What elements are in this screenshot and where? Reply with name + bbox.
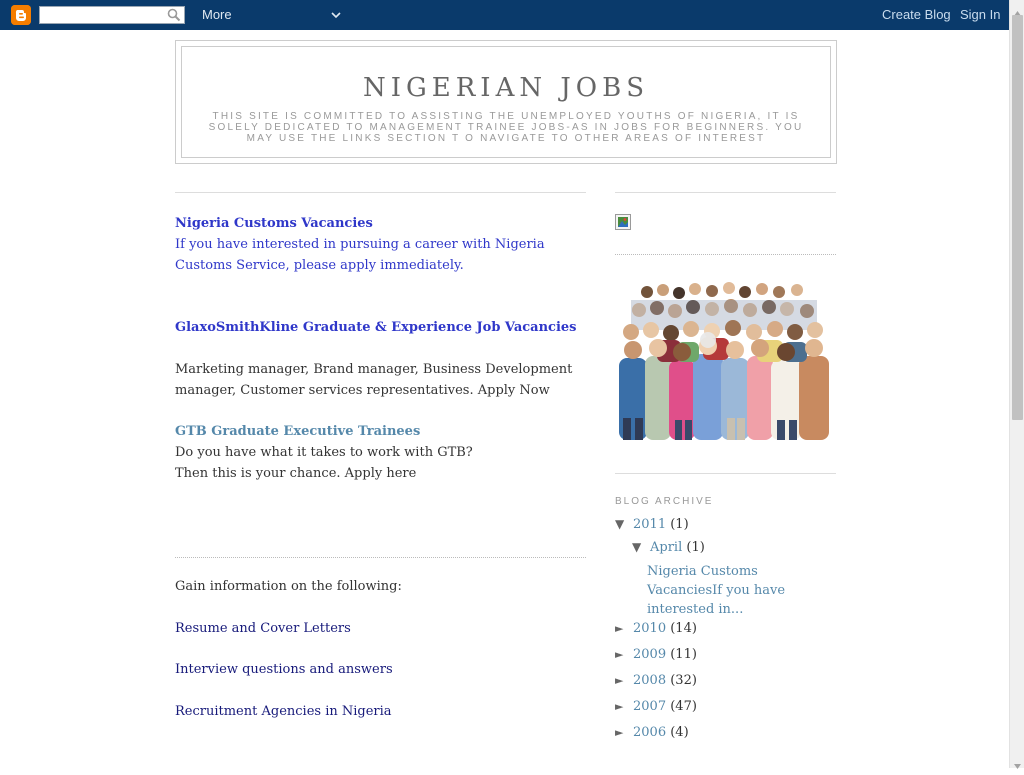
archive-month-april (632, 540, 705, 555)
archive-year-2006 (615, 725, 689, 740)
chevron-down-icon[interactable] (330, 8, 342, 20)
navbar-search-box[interactable] (39, 6, 185, 24)
archive-toggle-2006[interactable]: ► (615, 726, 624, 739)
more-menu-label[interactable]: More (202, 7, 232, 22)
search-icon[interactable] (167, 8, 181, 22)
archive-count-2009: (11) (670, 647, 697, 662)
archive-count-2007: (47) (670, 699, 697, 714)
archive-year-link-2010[interactable]: 2010 (633, 621, 667, 636)
divider (175, 192, 586, 193)
archive-count-2006: (4) (670, 725, 689, 740)
sidebar-dotted-divider (615, 254, 836, 255)
post-body (175, 213, 586, 484)
archive-toggle-2011[interactable]: ▼ (615, 517, 625, 531)
archive-toggle-2010[interactable]: ► (615, 622, 624, 635)
archive-year-link-2006[interactable]: 2006 (633, 725, 667, 740)
archive-year-link-2009[interactable]: 2009 (633, 647, 667, 662)
sidebar (615, 192, 836, 740)
blog-title[interactable]: NIGERIAN JOBS (362, 73, 650, 103)
post-gtb-line2[interactable]: Then this is your chance. Apply here (175, 466, 417, 481)
archive-count-2008: (32) (670, 673, 697, 688)
sign-in-link[interactable]: Sign In (960, 7, 1001, 22)
info-intro: Gain information on the following: (175, 579, 402, 594)
archive-year-2007 (615, 699, 697, 714)
archive-toggle-2009[interactable]: ► (615, 648, 624, 661)
main-column (175, 192, 586, 722)
blog-header-inner (181, 46, 831, 158)
link-interview-questions[interactable]: Interview questions and answers (175, 662, 393, 677)
archive-month-link-april[interactable]: April (650, 540, 683, 555)
archive-toggle-2007[interactable]: ► (615, 700, 624, 713)
blog-description: THIS SITE IS COMMITTED TO ASSISTING THE UNEMPLOYED YOUTHS OF NIGERIA, IT IS SOLELY DEDICATED TO MANAGEMENT TRAINEE JOBS-AS IN JOBS FOR BEGINNERS. YOU MAY USE THE LINKS SECTION T O NAVIGATE TO OTHER AREAS OF INTEREST (208, 111, 804, 144)
archive-year-link-2011[interactable]: 2011 (633, 517, 667, 532)
archive-count-2011: (1) (670, 517, 689, 532)
post-gsk-body: Marketing manager, Brand manager, Business Development manager, Customer services representatives. Apply Now (175, 362, 573, 398)
scrollbar-thumb[interactable] (1012, 15, 1023, 420)
create-blog-link[interactable]: Create Blog (882, 7, 951, 22)
post-link-customs-title[interactable]: Nigeria Customs Vacancies (175, 216, 373, 231)
blog-header (175, 40, 837, 164)
blogger-logo-icon[interactable] (11, 5, 31, 25)
crowd-photo (617, 278, 833, 440)
post-link-gtb-title[interactable]: GTB Graduate Executive Trainees (175, 424, 421, 439)
link-recruitment-agencies[interactable]: Recruitment Agencies in Nigeria (175, 704, 392, 719)
sidebar-divider (615, 192, 836, 193)
archive-year-2010 (615, 621, 697, 636)
blogger-navbar (0, 0, 1009, 30)
search-input[interactable] (42, 8, 160, 22)
post-link-customs-body[interactable]: If you have interested in pursuing a career with Nigeria Customs Service, please apply immediately. (175, 237, 545, 273)
archive-toggle-april[interactable]: ▼ (632, 540, 642, 554)
scroll-down-arrow-icon[interactable] (1013, 756, 1022, 765)
archive-year-link-2008[interactable]: 2008 (633, 673, 667, 688)
post-gtb-line1: Do you have what it takes to work with GTB? (175, 445, 473, 460)
archive-post-link[interactable]: Nigeria Customs VacanciesIf you have interested in... (647, 564, 786, 617)
info-links-section (175, 576, 586, 722)
archive-year-2009 (615, 647, 697, 662)
broken-image-icon[interactable] (615, 214, 631, 230)
dotted-divider (175, 557, 586, 558)
archive-count-2010: (14) (670, 621, 697, 636)
archive-toggle-2008[interactable]: ► (615, 674, 624, 687)
scroll-up-arrow-icon[interactable] (1013, 3, 1022, 12)
archive-year-2008 (615, 673, 697, 688)
vertical-scrollbar[interactable] (1009, 0, 1024, 768)
link-resume-cover-letters[interactable]: Resume and Cover Letters (175, 621, 351, 636)
archive-count-april: (1) (686, 540, 705, 555)
post-link-gsk-title[interactable]: GlaxoSmithKline Graduate & Experience Job Vacancies (175, 320, 577, 335)
blog-archive-title: BLOG ARCHIVE (615, 496, 714, 507)
archive-year-2011 (615, 517, 689, 532)
sidebar-divider-archive (615, 473, 836, 474)
archive-year-link-2007[interactable]: 2007 (633, 699, 667, 714)
